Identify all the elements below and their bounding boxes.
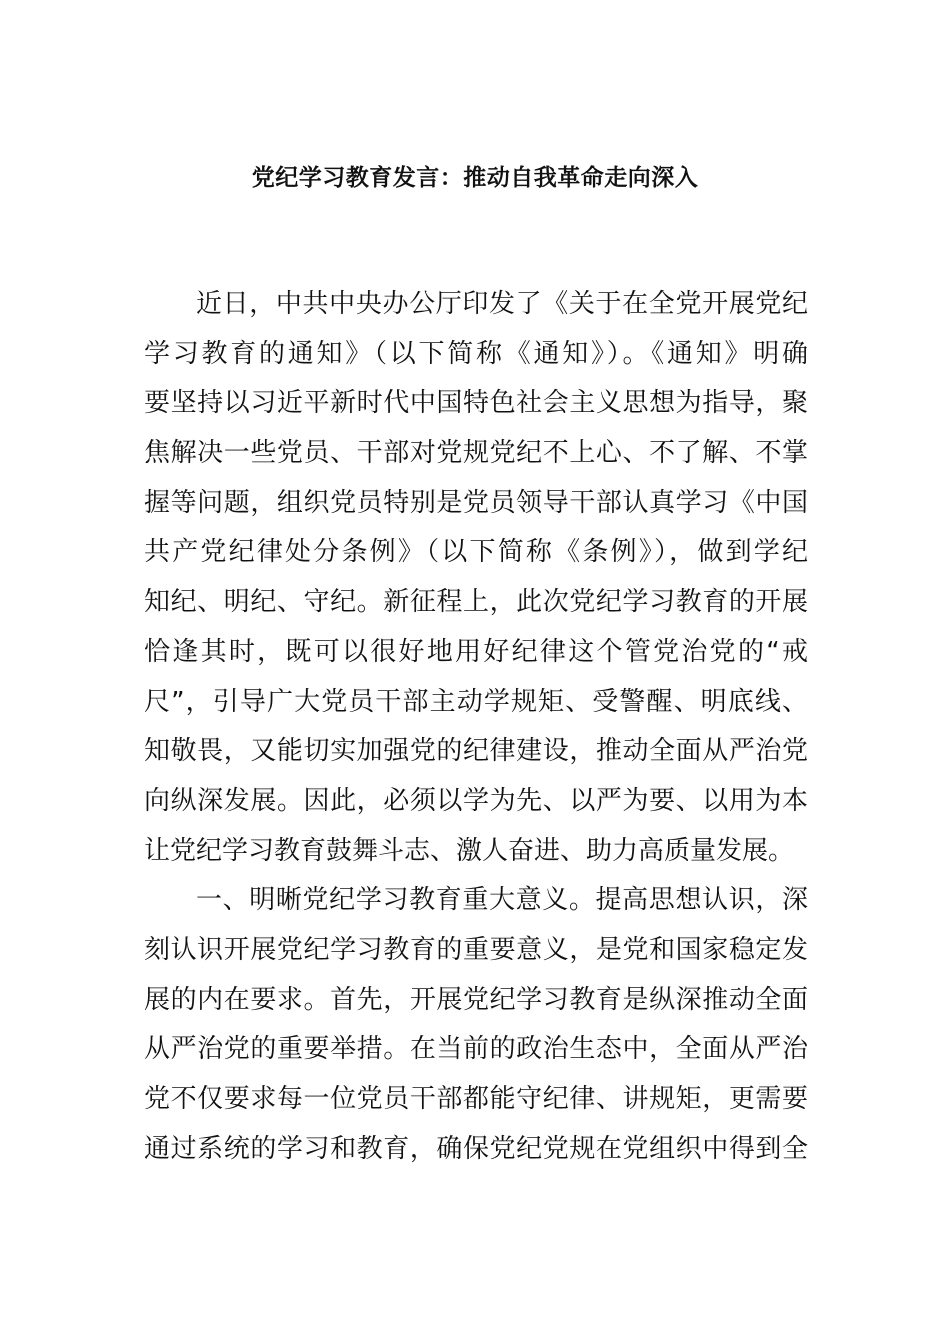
paragraph-line: 一、明晰党纪学习教育重大意义。提高思想认识，深 [196,885,808,916]
paragraph-line: 通过系统的学习和教育，确保党纪党规在党组织中得到全 [144,1133,808,1164]
paragraph-line: 近日，中共中央办公厅印发了《关于在全党开展党纪 [196,289,808,319]
paragraph-line: 展的内在要求。首先，开展党纪学习教育是纵深推动全面 [144,984,808,1015]
paragraph-line: 学习教育的通知》（以下简称《通知》）。《通知》明确 [144,338,808,369]
paragraph-line: 尺”，引导广大党员干部主动学规矩、受警醒、明底线、 [144,686,808,717]
paragraph-line: 焦解决一些党员、干部对党规党纪不上心、不了解、不掌 [144,438,808,469]
paragraph-line: 恰逢其时，既可以很好地用好纪律这个管党治党的“戒 [144,636,808,667]
paragraph-line: 要坚持以习近平新时代中国特色社会主义思想为指导，聚 [144,388,808,419]
paragraph-line: 让党纪学习教育鼓舞斗志、激人奋进、助力高质量发展。 [144,835,795,866]
paragraph-line: 握等问题，组织党员特别是党员领导干部认真学习《中国 [144,487,808,518]
paragraph-line: 刻认识开展党纪学习教育的重要意义，是党和国家稳定发 [144,934,808,965]
document-title: 党纪学习教育发言：推动自我革命走向深入 [251,165,699,191]
document-body [144,280,808,1174]
paragraph-line: 共产党纪律处分条例》（以下简称《条例》），做到学纪 [144,537,808,568]
paragraph-line: 从严治党的重要举措。在当前的政治生态中，全面从严治 [144,1034,808,1065]
paragraph-line: 知敬畏，又能切实加强党的纪律建设，推动全面从严治党 [144,736,808,767]
paragraph-line: 向纵深发展。因此，必须以学为先、以严为要、以用为本 [144,785,808,816]
paragraph-line: 知纪、明纪、守纪。新征程上，此次党纪学习教育的开展 [144,587,808,618]
paragraph-line: 党不仅要求每一位党员干部都能守纪律、讲规矩，更需要 [144,1084,808,1114]
